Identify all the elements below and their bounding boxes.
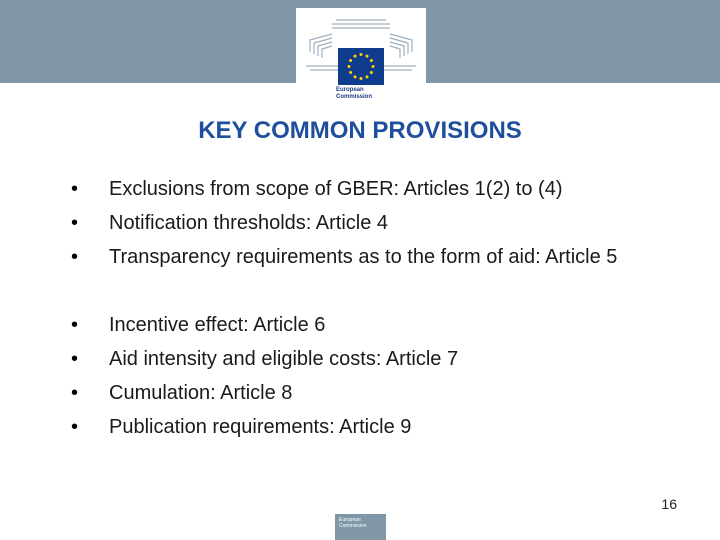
bullet-text: Incentive effect: Article 6 <box>109 314 326 336</box>
european-commission-logo <box>296 8 426 105</box>
bullet-icon: • <box>71 382 79 404</box>
eu-star-icon <box>360 77 363 80</box>
bullet-text: Publication requirements: Article 9 <box>109 416 412 438</box>
footer-logo <box>335 514 386 540</box>
commission-building-icon <box>296 8 426 86</box>
eu-star-icon <box>360 53 363 56</box>
bullet-icon: • <box>71 212 79 234</box>
eu-star-icon <box>349 59 352 62</box>
bullet-icon: • <box>71 178 79 200</box>
bullet-text: Cumulation: Article 8 <box>109 382 293 404</box>
bullet-text: Exclusions from scope of GBER: Articles 1(2) to (4) <box>109 178 563 200</box>
list-item <box>0 410 720 444</box>
eu-star-icon <box>370 71 373 74</box>
eu-star-icon <box>354 55 357 58</box>
footer-logo-text: European Commission <box>339 517 367 529</box>
bullet-icon: • <box>71 416 79 438</box>
logo-text-line-1: European <box>336 87 364 93</box>
eu-star-icon <box>372 65 375 68</box>
eu-star-icon <box>348 65 351 68</box>
list-item <box>0 308 720 342</box>
bullet-icon: • <box>71 246 79 268</box>
list-item <box>0 342 720 376</box>
bullet-icon: • <box>71 314 79 336</box>
logo-text-line-2: Commission <box>336 94 373 100</box>
eu-star-icon <box>354 75 357 78</box>
logo-text <box>336 87 372 101</box>
eu-star-icon <box>349 71 352 74</box>
eu-star-icon <box>366 75 369 78</box>
eu-star-icon <box>366 55 369 58</box>
list-item <box>0 172 720 206</box>
bullet-text: Transparency requirements as to the form of aid: Article 5 <box>109 246 618 268</box>
bullet-text: Notification thresholds: Article 4 <box>109 212 389 234</box>
list-item <box>0 206 720 240</box>
bullet-list <box>0 172 720 444</box>
eu-star-icon <box>370 59 373 62</box>
bullet-icon: • <box>71 348 79 370</box>
page-number: 16 <box>661 496 677 512</box>
list-item <box>0 376 720 410</box>
slide-title: KEY COMMON PROVISIONS <box>198 117 522 144</box>
list-item <box>0 240 720 308</box>
bullet-text: Aid intensity and eligible costs: Article 7 <box>109 348 459 370</box>
